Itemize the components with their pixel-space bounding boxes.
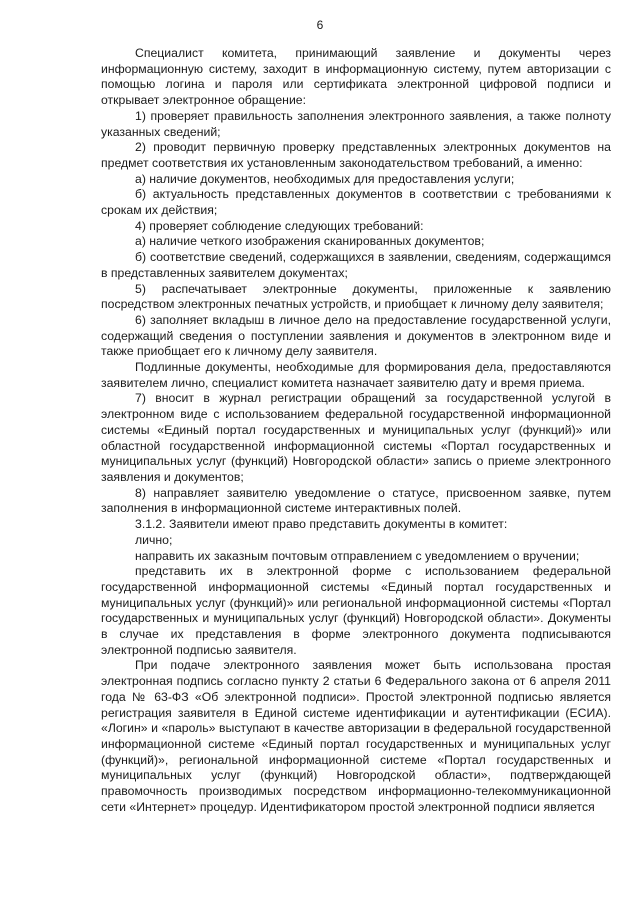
paragraph-item-8: 8) направляет заявителю уведомление о статусе, присвоенном заявке, путем заполнения в информационной системе интерактивных полей.	[101, 485, 611, 516]
paragraph-originals: Подлинные документы, необходимые для формирования дела, предоставляются заявителем лично, специалист комитета назначает заявителю дату и время приема.	[101, 360, 611, 390]
paragraph-item-1: 1) проверяет правильность заполнения электронного заявления, а также полноту указанных сведений;	[101, 108, 611, 139]
page-number: 6	[316, 18, 324, 32]
document-body	[101, 46, 611, 815]
paragraph-item-5: 5) распечатывает электронные документы, приложенные к заявлению посредством электронных печатных устройств, и приобщает к личному делу заявителя;	[101, 281, 611, 312]
paragraph-option-electronic: представить их в электронной форме с использованием федеральной государственной информационной системы «Единый портал государственных и муниципальных услуг (функций)» или региональной информационной системы «Портал государственных и муниципальных услуг (функций) Новгородской области». Документы в случае их представления в форме электронного документа подписываются электронной подписью заявителя.	[101, 564, 611, 657]
paragraph-electronic-signature: При подаче электронного заявления может быть использована простая электронная подпись согласно пункту 2 статьи 6 Федерального закона от 6 апреля 2011 года № 63-ФЗ «Об электронной подписи». Простой электронной подписью является регистрация заявителя в Единой системе идентификации и аутентификации (ЕСИА). «Логин» и «пароль» выступают в качестве авторизации в федеральной государственной информационной системе «Единый портал государственных и муниципальных услуг (функций)», региональной информационной системе «Портал государственных и муниципальных услуг (функций) Новгородской области», подтверждающей правомочность производимых посредством информационно-телекоммуникационной сети «Интернет» процедур. Идентификатором простой электронной подписи является	[101, 658, 611, 814]
paragraph-item-2: 2) проводит первичную проверку представленных электронных документов на предмет соответствия их установленным законодательством требований, а именно:	[101, 140, 611, 170]
paragraph-item-2b: б) актуальность представленных документов в соответствии с требованиями к срокам их действия;	[101, 187, 611, 218]
paragraph-item-4: 4) проверяет соблюдение следующих требований:	[135, 218, 424, 233]
paragraph-item-4a: а) наличие четкого изображения сканированных документов;	[135, 234, 485, 249]
paragraph-option-mail: направить их заказным почтовым отправлением с уведомлением о вручении;	[135, 548, 580, 563]
paragraph-section-3-1-2: 3.1.2. Заявители имеют право представить документы в комитет:	[135, 517, 508, 532]
paragraph-intro: Специалист комитета, принимающий заявление и документы через информационную систему, заходит в информационную систему, путем авторизации с помощью логина и пароля или сертификата электронной цифровой подписи и открывает электронное обращение:	[101, 46, 611, 108]
paragraph-item-2a: а) наличие документов, необходимых для предоставления услуги;	[135, 171, 515, 186]
paragraph-item-4b: б) соответствие сведений, содержащихся в заявлении, сведениям, содержащимся в представленных заявителем документах;	[101, 250, 611, 280]
paragraph-option-in-person: лично;	[135, 532, 173, 547]
paragraph-item-7: 7) вносит в журнал регистрации обращений за государственной услугой в электронном виде с использованием федеральной государственной информационной системы «Единый портал государственных и муниципальных услуг (функций)» или областной государственной информационной системы «Портал государственных и муниципальных услуг (функций) Новгородской области» запись о приеме электронного заявления и документов;	[101, 391, 611, 484]
paragraph-item-6: 6) заполняет вкладыш в личное дело на предоставление государственной услуги, содержащий сведения о поступлении заявления и документов в электронном виде и также приобщает его к личному делу заявителя.	[101, 312, 611, 359]
